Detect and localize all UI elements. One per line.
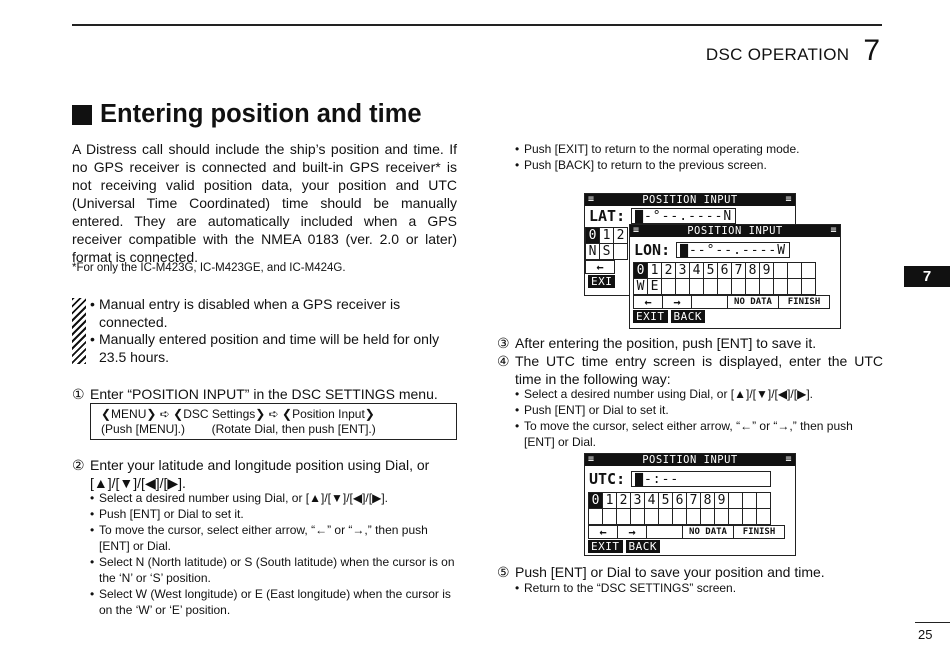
digit-key[interactable]: 2: [613, 227, 628, 244]
finish-key[interactable]: FINISH: [778, 295, 830, 309]
step-text: Enter “POSITION INPUT” in the DSC SETTINGS menu.: [90, 386, 438, 402]
digit-key[interactable]: 8: [745, 262, 760, 279]
utc-value: ▇-:--: [631, 471, 771, 487]
digit-key[interactable]: 7: [731, 262, 746, 279]
step-number: ②: [72, 457, 85, 473]
caution-block: [72, 296, 457, 366]
blank-key: [630, 508, 645, 525]
step-number: ③: [497, 335, 510, 351]
bullet-item: • Return to the “DSC SETTINGS” screen.: [515, 580, 883, 596]
letter-key[interactable]: [717, 278, 732, 295]
letter-key[interactable]: [661, 278, 676, 295]
caution-item: • Manual entry is disabled when a GPS receiver is connected.: [90, 296, 457, 331]
lon-letter-row: [630, 279, 840, 295]
bullet-item: • To move the cursor, select either arrow, “←” or “→,” then push [ENT] or Dial.: [515, 418, 883, 450]
step-text: The UTC time entry screen is displayed, enter the UTC time in the following way:: [515, 353, 883, 387]
bullet-item: • Select a desired number using Dial, or [▲]/[▼]/[◀]/[▶].: [90, 490, 457, 506]
digit-key[interactable]: 8: [700, 492, 715, 509]
step-number: ⑤: [497, 564, 510, 580]
back-softkey[interactable]: BACK: [671, 310, 706, 323]
blank-key: [686, 508, 701, 525]
digit-key[interactable]: 2: [616, 492, 631, 509]
blank-key: [644, 508, 659, 525]
digit-key[interactable]: [742, 492, 757, 509]
digit-key[interactable]: 9: [714, 492, 729, 509]
caution-item: • Manually entered position and time will be held for only 23.5 hours.: [90, 331, 457, 366]
no-data-key[interactable]: NO DATA: [682, 525, 734, 539]
left-arrow-key[interactable]: ←: [585, 260, 615, 274]
digit-key[interactable]: [773, 262, 788, 279]
letter-key[interactable]: [703, 278, 718, 295]
blank-key: [742, 508, 757, 525]
step-2-bullets: [90, 490, 457, 618]
blank-key: [700, 508, 715, 525]
step-text: After entering the position, push [ENT] to save it.: [515, 335, 817, 351]
lon-row: [630, 240, 840, 260]
lon-label: LON:: [634, 241, 671, 259]
square-bullet-icon: [72, 105, 92, 125]
letter-key[interactable]: [613, 243, 628, 260]
finish-key[interactable]: FINISH: [733, 525, 785, 539]
blank-key: [588, 508, 603, 525]
step-number: ④: [497, 353, 510, 369]
lat-label: LAT:: [589, 207, 626, 225]
lat-value: ▇-°--.----N: [631, 208, 736, 224]
digit-key[interactable]: 0: [588, 492, 603, 509]
digit-key[interactable]: 0: [585, 227, 600, 244]
no-data-key[interactable]: NO DATA: [727, 295, 779, 309]
lat-row: [585, 206, 795, 226]
menu-path: ❮MENU❯ ➪ ❮DSC Settings❯ ➪ ❮Position Input❯: [101, 407, 375, 421]
letter-key[interactable]: [773, 278, 788, 295]
letter-key[interactable]: W: [633, 278, 648, 295]
step-5: [497, 563, 883, 581]
digit-key[interactable]: 2: [661, 262, 676, 279]
left-arrow-key[interactable]: ←: [588, 525, 618, 539]
letter-key[interactable]: [731, 278, 746, 295]
utc-label: UTC:: [589, 470, 626, 488]
chapter-tab: 7: [904, 266, 950, 287]
lon-softkeys: [630, 309, 840, 323]
left-arrow-key[interactable]: ←: [633, 295, 663, 309]
lcd-title-bar: ≡ POSITION INPUT ≡: [585, 454, 795, 466]
digit-key[interactable]: 3: [630, 492, 645, 509]
utc-blank-row: [585, 509, 795, 525]
blank-key: [691, 295, 728, 309]
step-text: Enter your latitude and longitude position using Dial, or [▲]/[▼]/[◀]/[▶].: [90, 457, 430, 491]
digit-key[interactable]: 1: [599, 227, 614, 244]
digit-key[interactable]: 1: [647, 262, 662, 279]
back-softkey[interactable]: BACK: [626, 540, 661, 553]
footer-rule: [915, 622, 950, 623]
utc-nav-row: [585, 525, 795, 539]
letter-key[interactable]: [801, 278, 816, 295]
step-2: [72, 456, 457, 492]
letter-key[interactable]: [787, 278, 802, 295]
digit-key[interactable]: 7: [686, 492, 701, 509]
digit-key[interactable]: 0: [633, 262, 648, 279]
bullet-item: • Push [EXIT] to return to the normal operating mode.: [515, 141, 883, 157]
bullet-item: • Select a desired number using Dial, or [▲]/[▼]/[◀]/[▶].: [515, 386, 883, 402]
right-arrow-key[interactable]: →: [617, 525, 647, 539]
page-header: [706, 34, 880, 68]
lcd-utc-screen: [584, 453, 796, 556]
section-title: DSC OPERATION: [705, 45, 850, 64]
blank-key: [616, 508, 631, 525]
digit-key[interactable]: [756, 492, 771, 509]
step-5-bullets: [515, 580, 883, 596]
digit-key[interactable]: [801, 262, 816, 279]
chapter-number: 7: [863, 34, 880, 67]
letter-key[interactable]: N: [585, 243, 600, 260]
digit-key[interactable]: [728, 492, 743, 509]
lcd-lon-screen: [629, 224, 841, 329]
step-3: [497, 334, 883, 352]
bullet-item: • To move the cursor, select either arrow, “←” or “→,” then push [ENT] or Dial.: [90, 522, 457, 554]
letter-key[interactable]: E: [647, 278, 662, 295]
blank-key: [714, 508, 729, 525]
blank-key: [602, 508, 617, 525]
header-rule: [72, 24, 882, 26]
bullet-item: • Select N (North latitude) or S (South latitude) when the cursor is on the ‘N’ or ‘S’ position.: [90, 554, 457, 586]
lon-nav-row: [630, 295, 840, 309]
step-number: ①: [72, 386, 85, 402]
blank-key: [658, 508, 673, 525]
step-1: [72, 385, 457, 403]
blank-key: [672, 508, 687, 525]
blank-key: [646, 525, 683, 539]
digit-key[interactable]: 9: [759, 262, 774, 279]
step-text: Push [ENT] or Dial to save your position and time.: [515, 564, 825, 580]
right-arrow-key[interactable]: →: [662, 295, 692, 309]
letter-key[interactable]: [675, 278, 690, 295]
letter-key[interactable]: [689, 278, 704, 295]
bullet-item: • Push [ENT] or Dial to set it.: [90, 506, 457, 522]
exit-back-notes: [515, 141, 883, 173]
bullet-item: • Push [BACK] to return to the previous screen.: [515, 157, 883, 173]
digit-key[interactable]: 5: [703, 262, 718, 279]
utc-softkeys: [585, 539, 795, 553]
menu-path-box: [90, 403, 457, 440]
step-4-bullets: [515, 386, 883, 450]
blank-key: [728, 508, 743, 525]
digit-key[interactable]: 4: [644, 492, 659, 509]
footnote: *For only the IC-M423G, IC-M423GE, and IC-M424G.: [72, 262, 346, 274]
title-text: Entering position and time: [100, 100, 422, 128]
letter-key[interactable]: [745, 278, 760, 295]
bullet-item: • Select W (West longitude) or E (East longitude) when the cursor is on the ‘W’ or ‘E’ position.: [90, 586, 457, 618]
lon-digit-row: [630, 263, 840, 279]
exit-softkey[interactable]: EXI: [588, 275, 615, 288]
bullet-item: • Push [ENT] or Dial to set it.: [515, 402, 883, 418]
letter-key[interactable]: [759, 278, 774, 295]
digit-key[interactable]: 3: [675, 262, 690, 279]
intro-paragraph: A Distress call should include the ship’s position and time. If no GPS receiver is connected and built-in GPS receiver* is not receiving valid position data, your position and UTC (Universal Time Coordinated) time should be manually entered. They are automatically included when a GPS receiver compatible with the NMEA 0183 (ver. 2.0 or later) format is connected.: [72, 141, 457, 265]
letter-key[interactable]: S: [599, 243, 614, 260]
page-number: 25: [918, 627, 933, 642]
caution-hatch-icon: [72, 298, 86, 364]
lon-value: ▇--°--.----W: [676, 242, 790, 258]
page-title: [72, 100, 422, 129]
lcd-title-bar: ≡ POSITION INPUT ≡: [585, 194, 795, 206]
digit-key[interactable]: 4: [689, 262, 704, 279]
utc-row: [585, 469, 795, 489]
digit-key[interactable]: 1: [602, 492, 617, 509]
digit-key[interactable]: [787, 262, 802, 279]
menu-path-hint: (Push [MENU].) (Rotate Dial, then push [ENT].): [101, 422, 376, 436]
digit-key[interactable]: 6: [717, 262, 732, 279]
exit-softkey[interactable]: EXIT: [588, 540, 623, 553]
digit-key[interactable]: 6: [672, 492, 687, 509]
blank-key: [756, 508, 771, 525]
exit-softkey[interactable]: EXIT: [633, 310, 668, 323]
digit-key[interactable]: 5: [658, 492, 673, 509]
step-4: [497, 352, 883, 388]
utc-digit-row: [585, 493, 795, 509]
lcd-title-bar: ≡ POSITION INPUT ≡: [630, 225, 840, 237]
